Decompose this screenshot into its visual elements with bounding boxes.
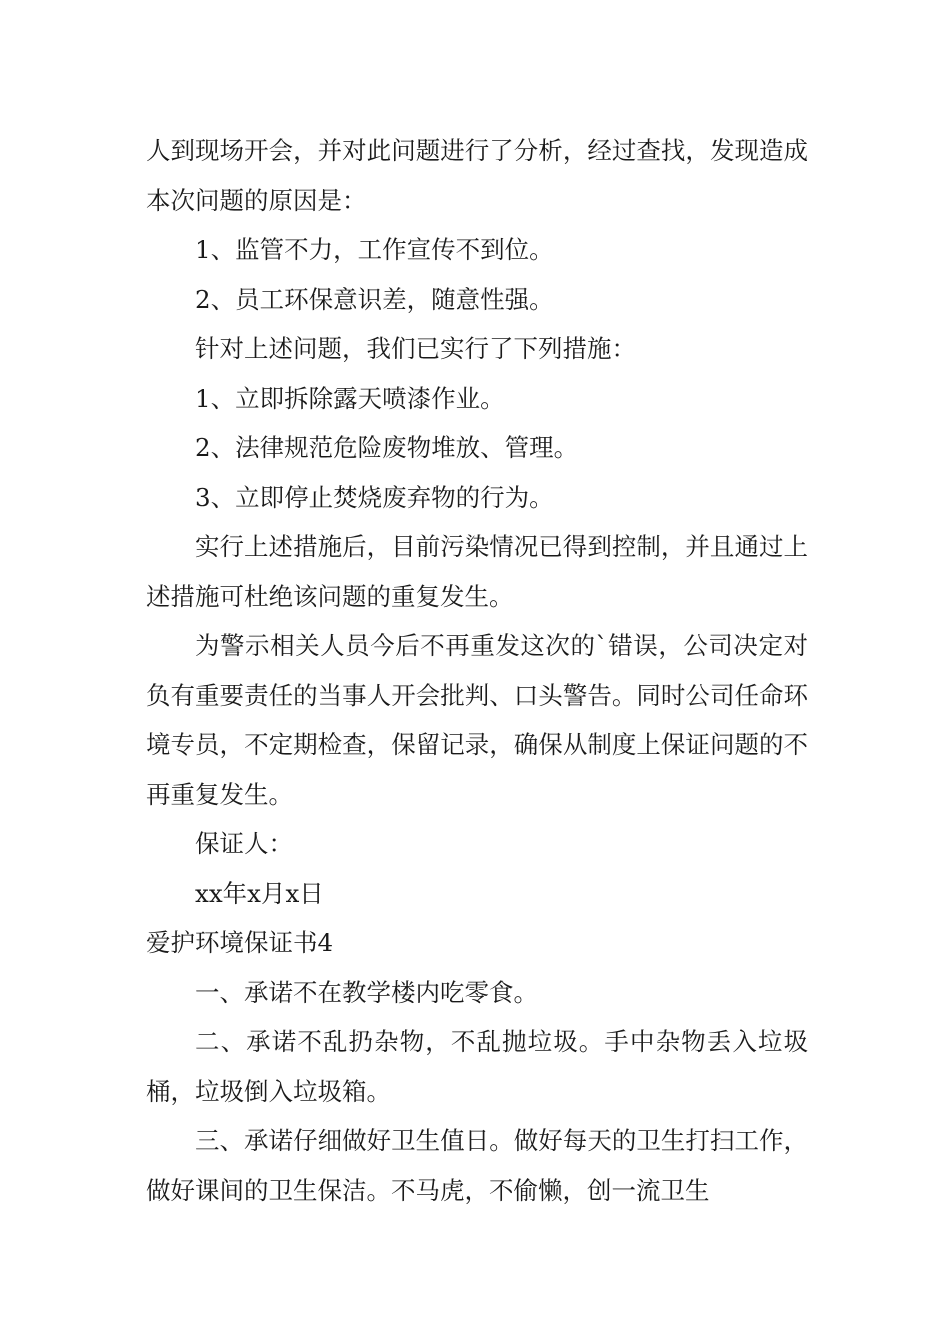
document-body — [146, 126, 808, 1215]
list-item-promise-2: 二、承诺不乱扔杂物，不乱抛垃圾。手中杂物丢入垃圾桶，垃圾倒入垃圾箱。 — [146, 1027, 808, 1106]
guarantor-label: 保证人： — [195, 829, 293, 858]
list-item-promise-1: 一、承诺不在教学楼内吃零食。 — [195, 977, 538, 1007]
paragraph-warning: 为警示相关人员今后不再重发这次的`错误，公司决定对负有重要责任的当事人开会批判、口头警告。同时公司任命环境专员，不定期检查，保留记录，确保从制度上保证问题的不再重复发生。 — [146, 631, 808, 809]
list-item-cause-2: 2、员工环保意识差，随意性强。 — [195, 284, 554, 314]
paragraph-cause-intro: 人到现场开会，并对此问题进行了分析，经过查找，发现造成本次问题的原因是： — [146, 136, 808, 215]
paragraph-result: 实行上述措施后，目前污染情况已得到控制，并且通过上述措施可杜绝该问题的重复发生。 — [146, 532, 808, 611]
paragraph-measures-intro: 针对上述问题，我们已实行了下列措施： — [195, 334, 636, 363]
list-item-measure-1: 1、立即拆除露天喷漆作业。 — [195, 383, 505, 413]
list-item-cause-1: 1、监管不力，工作宣传不到位。 — [195, 235, 554, 264]
list-item-measure-3: 3、立即停止焚烧废弃物的行为。 — [195, 482, 554, 512]
date-line: xx年x月x日 — [195, 878, 324, 908]
list-item-measure-2: 2、法律规范危险废物堆放、管理。 — [195, 433, 579, 462]
section-title: 爱护环境保证书4 — [146, 928, 334, 957]
list-item-promise-3: 三、承诺仔细做好卫生值日。做好每天的卫生打扫工作，做好课间的卫生保洁。不马虎，不偷懒，创一流卫生 — [146, 1126, 808, 1205]
